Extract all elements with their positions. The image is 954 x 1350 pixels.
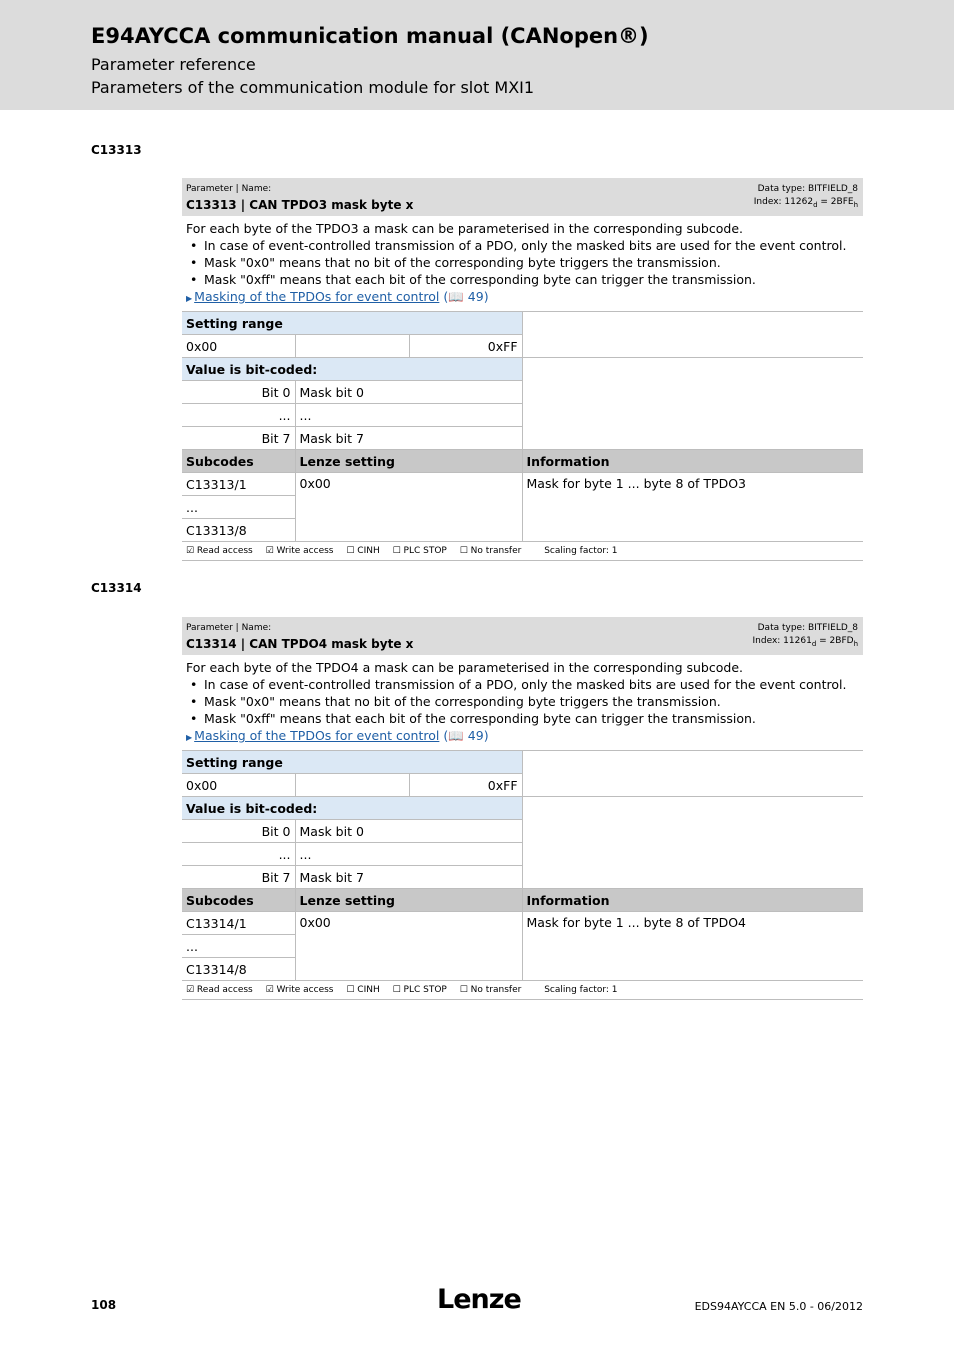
list-item: • Mask "0xff" means that each bit of the corresponding byte can trigger the transmission. — [190, 272, 756, 287]
bit-label: Bit 0 — [261, 823, 291, 839]
parameter-label: Parameter | Name: — [186, 184, 272, 194]
lenze-setting-header: Lenze setting — [295, 450, 522, 473]
bit-label: Bit 0 — [261, 384, 291, 400]
bit-description: ... — [295, 404, 522, 427]
arrow-right-icon: ▶ — [186, 294, 193, 303]
range-max: 0xFF — [409, 774, 522, 797]
table-row — [182, 912, 863, 935]
bit-label: ... — [278, 407, 291, 423]
page-header — [0, 0, 954, 110]
subcode: ... — [186, 938, 198, 954]
write-access-flag: ☑ Write access — [265, 546, 334, 556]
no-transfer-flag: ☐ No transfer — [459, 985, 522, 995]
cross-reference-link[interactable]: Masking of the TPDOs for event control — [194, 289, 440, 304]
page-reference[interactable]: 49 — [467, 289, 484, 304]
cross-reference: ▶ Masking of the TPDOs for event control (📖 49) — [186, 288, 859, 307]
book-icon: 📖 — [448, 728, 464, 743]
setting-range-header: Setting range — [182, 312, 522, 335]
list-item: • Mask "0xff" means that each bit of the corresponding byte can trigger the transmission. — [190, 711, 756, 726]
lenze-setting-header: Lenze setting — [295, 889, 522, 912]
plc-stop-flag: ☐ PLC STOP — [392, 985, 447, 995]
parameter-heading: C13313 — [91, 143, 142, 157]
arrow-right-icon: ▶ — [186, 733, 193, 742]
subcodes-header: Subcodes — [182, 889, 295, 912]
parameter-block — [182, 617, 863, 1000]
scaling-factor: Scaling factor: 1 — [544, 546, 618, 556]
parameter-name: C13313 | CAN TPDO3 mask byte x — [186, 198, 414, 212]
list-item: • Mask "0x0" means that no bit of the corresponding byte triggers the transmission. — [190, 255, 721, 270]
data-type: Data type: BITFIELD_8 — [757, 623, 858, 633]
data-type: Data type: BITFIELD_8 — [757, 184, 858, 194]
scaling-factor: Scaling factor: 1 — [544, 985, 618, 995]
list-item: • Mask "0x0" means that no bit of the corresponding byte triggers the transmission. — [190, 694, 721, 709]
list-item: • In case of event-controlled transmission of a PDO, only the masked bits are used for the event control. — [190, 677, 847, 692]
bit-label: Bit 7 — [261, 869, 291, 885]
document-id: EDS94AYCCA EN 5.0 - 06/2012 — [694, 1300, 863, 1313]
bit-label: Bit 7 — [261, 430, 291, 446]
subcode: ... — [186, 499, 198, 515]
subcode: C13314/8 — [186, 961, 247, 977]
parameter-description — [182, 655, 863, 746]
parameter-description — [182, 216, 863, 307]
cross-reference-link[interactable]: Masking of the TPDOs for event control — [194, 728, 440, 743]
list-item: • In case of event-controlled transmission of a PDO, only the masked bits are used for the event control. — [190, 238, 847, 253]
subcode: C13313/1 — [186, 476, 247, 492]
table-row — [182, 473, 863, 496]
information-value: Mask for byte 1 ... byte 8 of TPDO3 — [522, 473, 863, 542]
range-max: 0xFF — [409, 335, 522, 358]
read-access-flag: ☑ Read access — [186, 985, 253, 995]
book-icon: 📖 — [448, 289, 464, 304]
no-transfer-flag: ☐ No transfer — [459, 546, 522, 556]
section-title: Parameters of the communication module for slot MXI1 — [91, 78, 535, 97]
bit-description: Mask bit 7 — [295, 427, 522, 450]
parameter-block — [182, 178, 863, 561]
range-min: 0x00 — [186, 338, 218, 354]
information-value: Mask for byte 1 ... byte 8 of TPDO4 — [522, 912, 863, 981]
parameter-table — [182, 311, 863, 561]
parameter-index: Index: $11262_d = 2BFE_h$ — [753, 197, 858, 209]
page-number: 108 — [91, 1298, 117, 1312]
chapter-title: Parameter reference — [91, 55, 256, 74]
parameter-label: Parameter | Name: — [186, 623, 272, 633]
parameter-index: Index: $11261_d = 2BFD_h$ — [752, 636, 858, 648]
bit-description: Mask bit 0 — [295, 820, 522, 843]
bullet-list — [186, 237, 859, 288]
parameter-header — [182, 178, 863, 216]
parameter-name: C13314 | CAN TPDO4 mask byte x — [186, 637, 414, 651]
lenze-setting-value: 0x00 — [295, 473, 522, 542]
information-header: Information — [522, 450, 863, 473]
parameter-heading: C13314 — [91, 581, 142, 595]
page-reference[interactable]: 49 — [467, 728, 484, 743]
information-header: Information — [522, 889, 863, 912]
range-min: 0x00 — [186, 777, 218, 793]
access-flags-row — [182, 542, 863, 561]
lenze-setting-value: 0x00 — [295, 912, 522, 981]
subcode: C13314/1 — [186, 915, 247, 931]
description-text: For each byte of the TPDO3 a mask can be parameterised in the corresponding subcode. — [186, 221, 743, 236]
lenze-logo: Lenze — [437, 1284, 521, 1315]
parameter-table — [182, 750, 863, 1000]
cinh-flag: ☐ CINH — [346, 546, 380, 556]
bit-description: ... — [295, 843, 522, 866]
subcode: C13313/8 — [186, 522, 247, 538]
bit-coded-header: Value is bit-coded: — [182, 797, 522, 820]
setting-range-header: Setting range — [182, 751, 522, 774]
access-flags-row — [182, 981, 863, 1000]
parameter-header — [182, 617, 863, 655]
description-text: For each byte of the TPDO4 a mask can be parameterised in the corresponding subcode. — [186, 660, 743, 675]
bit-description: Mask bit 0 — [295, 381, 522, 404]
cinh-flag: ☐ CINH — [346, 985, 380, 995]
write-access-flag: ☑ Write access — [265, 985, 334, 995]
document-title: E94AYCCA communication manual (CANopen®) — [91, 24, 649, 48]
bit-coded-header: Value is bit-coded: — [182, 358, 522, 381]
bit-label: ... — [278, 846, 291, 862]
bit-description: Mask bit 7 — [295, 866, 522, 889]
bullet-list — [186, 676, 859, 727]
subcodes-header: Subcodes — [182, 450, 295, 473]
read-access-flag: ☑ Read access — [186, 546, 253, 556]
cross-reference: ▶ Masking of the TPDOs for event control (📖 49) — [186, 727, 859, 746]
plc-stop-flag: ☐ PLC STOP — [392, 546, 447, 556]
